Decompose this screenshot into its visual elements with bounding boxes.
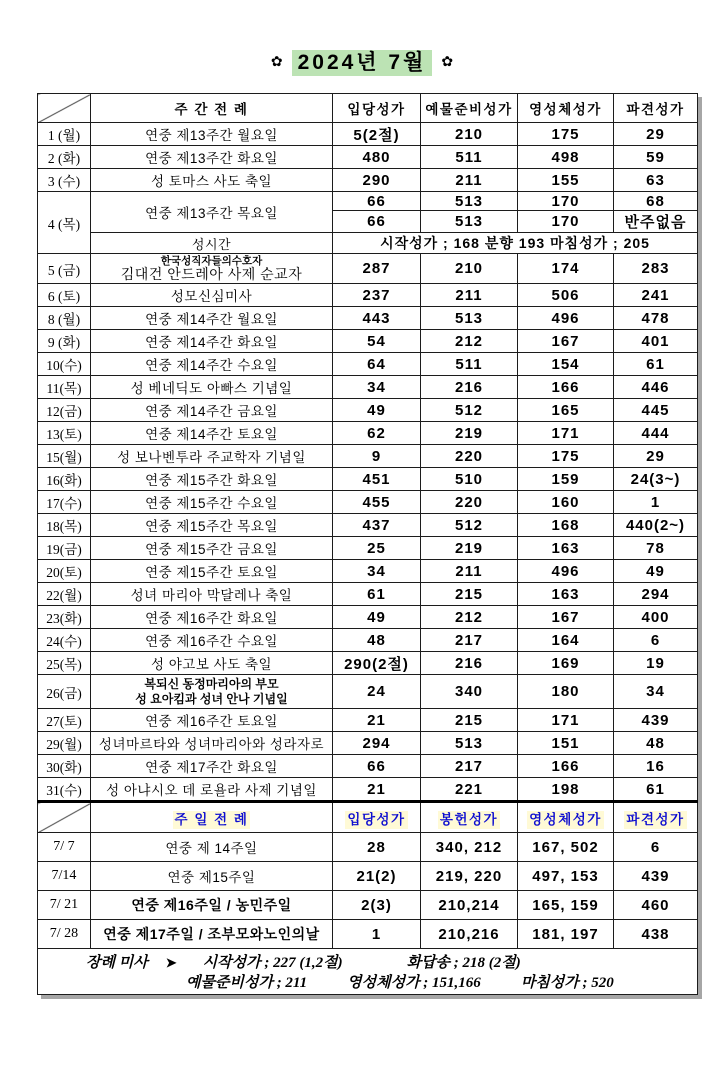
funeral-note-line1 (38, 953, 697, 973)
liturgy-cell: 연중 제13주간 목요일 (91, 192, 333, 233)
hymn-value-cell: 24 (333, 675, 421, 709)
table-row (38, 732, 698, 755)
hymn-value-cell: 217 (421, 629, 518, 652)
date-cell: 13(토) (38, 422, 91, 445)
sunday-rows (38, 833, 698, 949)
hymn-value-cell: 496 (518, 560, 614, 583)
footer-section (38, 949, 698, 995)
hymn-schedule-table (37, 93, 698, 995)
date-cell: 9 (화) (38, 330, 91, 353)
hymn-value-cell: 171 (518, 709, 614, 732)
hymn-value-cell: 497, 153 (518, 862, 614, 891)
column-header-offering: 봉헌성가 (421, 802, 518, 833)
liturgy-cell (91, 675, 333, 709)
table-row (38, 169, 698, 192)
hymn-value-cell: 166 (518, 376, 614, 399)
liturgy-cell: 연중 제13주간 화요일 (91, 146, 333, 169)
table-row (38, 709, 698, 732)
table-row (38, 422, 698, 445)
date-cell: 1 (월) (38, 123, 91, 146)
hymn-value-cell: 496 (518, 307, 614, 330)
hymn-value-cell: 290 (333, 169, 421, 192)
date-cell: 10(수) (38, 353, 91, 376)
hymn-value-cell: 164 (518, 629, 614, 652)
hymn-value-cell: 438 (614, 920, 698, 949)
date-cell: 20(토) (38, 560, 91, 583)
liturgy-line2: 성 요아킴과 성녀 안나 기념일 (135, 691, 288, 706)
hymn-value-cell: 2(3) (333, 891, 421, 920)
title-month-highlight: 2024년 7월 (292, 50, 433, 76)
hymn-value-cell: 170 (518, 211, 614, 233)
hymn-value-cell: 513 (421, 732, 518, 755)
hymn-value-cell: 34 (614, 675, 698, 709)
liturgy-cell: 성 야고보 사도 축일 (91, 652, 333, 675)
liturgy-cell: 성 보나벤투라 주교학자 기념일 (91, 445, 333, 468)
hymn-value-cell: 513 (421, 192, 518, 211)
table-row (38, 891, 698, 920)
liturgy-cell: 연중 제16주간 수요일 (91, 629, 333, 652)
date-cell: 18(목) (38, 514, 91, 537)
liturgy-cell: 연중 제17주간 화요일 (91, 755, 333, 778)
liturgy-line1: 한국성직자들의수호자 (160, 254, 263, 267)
table-row (38, 307, 698, 330)
hymn-value-cell: 211 (421, 560, 518, 583)
liturgy-line2: 김대건 안드레아 사제 순교자 (120, 265, 303, 282)
liturgy-cell: 연중 제16주간 화요일 (91, 606, 333, 629)
date-cell: 29(월) (38, 732, 91, 755)
hymn-value-cell: 34 (333, 376, 421, 399)
table-row (38, 629, 698, 652)
hymn-value-cell: 294 (333, 732, 421, 755)
diagonal-corner-cell (38, 94, 91, 123)
table-row (38, 468, 698, 491)
column-header-offertory: 예물준비성가 (421, 94, 518, 123)
table-row (38, 123, 698, 146)
hymn-value-cell: 212 (421, 606, 518, 629)
liturgy-cell: 연중 제14주간 화요일 (91, 330, 333, 353)
hymn-value-cell: 166 (518, 755, 614, 778)
hymn-value-cell: 반주없음 (614, 211, 698, 233)
liturgy-cell: 성 베네딕도 아빠스 기념일 (91, 376, 333, 399)
flower-icon: ✿ (441, 53, 454, 69)
date-cell: 7/14 (38, 862, 91, 891)
hymn-value-cell: 219 (421, 422, 518, 445)
hymn-value-cell: 439 (614, 709, 698, 732)
hymn-value-cell: 48 (614, 732, 698, 755)
hymn-value-cell: 155 (518, 169, 614, 192)
hymn-value-cell: 175 (518, 123, 614, 146)
hymn-value-cell: 9 (333, 445, 421, 468)
liturgy-cell: 성모신심미사 (91, 284, 333, 307)
date-cell: 2 (화) (38, 146, 91, 169)
table-row (38, 376, 698, 399)
funeral-note-line2 (38, 973, 697, 993)
column-header-dismissal: 파견성가 (614, 94, 698, 123)
hymn-value-cell: 210 (421, 123, 518, 146)
date-cell: 30(화) (38, 755, 91, 778)
holy-hour-text: 시작성가 ; 168 분향 193 마침성가 ; 205 (333, 233, 698, 254)
hymn-value-cell: 340, 212 (421, 833, 518, 862)
hymn-value-cell: 221 (421, 778, 518, 802)
hymn-value-cell: 160 (518, 491, 614, 514)
hymn-value-cell: 446 (614, 376, 698, 399)
hymn-value-cell: 220 (421, 445, 518, 468)
liturgy-cell (91, 254, 333, 284)
hymn-value-cell: 68 (614, 192, 698, 211)
hymn-value-cell: 49 (333, 399, 421, 422)
hymn-value-cell: 498 (518, 146, 614, 169)
hymn-value-cell: 294 (614, 583, 698, 606)
hymn-value-cell: 512 (421, 399, 518, 422)
hymn-value-cell: 154 (518, 353, 614, 376)
table-row (38, 399, 698, 422)
hymn-value-cell: 451 (333, 468, 421, 491)
hymn-value-cell: 512 (421, 514, 518, 537)
hymn-value-cell: 21 (333, 778, 421, 802)
hymn-value-cell: 62 (333, 422, 421, 445)
hymn-value-cell: 440(2~) (614, 514, 698, 537)
table-row (38, 537, 698, 560)
hymn-value-cell: 216 (421, 376, 518, 399)
funeral-responsorial: 화답송 ; 218 (2절) (406, 954, 521, 971)
hymn-value-cell: 163 (518, 537, 614, 560)
date-cell: 27(토) (38, 709, 91, 732)
table-row (38, 491, 698, 514)
hymn-value-cell: 511 (421, 353, 518, 376)
column-header-entrance: 입당성가 (333, 94, 421, 123)
sunday-header (38, 802, 698, 833)
column-header-communion: 영성체성가 (518, 94, 614, 123)
hymn-value-cell: 506 (518, 284, 614, 307)
table-row (38, 862, 698, 891)
liturgy-cell: 연중 제13주간 월요일 (91, 123, 333, 146)
table-row (38, 560, 698, 583)
date-cell: 6 (토) (38, 284, 91, 307)
liturgy-cell: 연중 제14주간 금요일 (91, 399, 333, 422)
hymn-value-cell: 49 (333, 606, 421, 629)
table-row (38, 778, 698, 802)
hymn-value-cell: 48 (333, 629, 421, 652)
hymn-value-cell: 66 (333, 755, 421, 778)
liturgy-cell: 연중 제14주간 토요일 (91, 422, 333, 445)
hymn-value-cell: 400 (614, 606, 698, 629)
table-row (38, 514, 698, 537)
table-row (38, 755, 698, 778)
hymn-value-cell: 219, 220 (421, 862, 518, 891)
hymn-value-cell: 167 (518, 330, 614, 353)
weekday-rows (38, 123, 698, 802)
hymn-value-cell: 175 (518, 445, 614, 468)
hymn-value-cell: 168 (518, 514, 614, 537)
liturgy-cell: 연중 제16주일 / 농민주일 (91, 891, 333, 920)
liturgy-cell: 연중 제 14주일 (91, 833, 333, 862)
hymn-value-cell: 159 (518, 468, 614, 491)
date-cell: 3 (수) (38, 169, 91, 192)
hymn-value-cell: 198 (518, 778, 614, 802)
funeral-closing-hymn: 마침성가 ; 520 (520, 974, 614, 991)
hymn-value-cell: 6 (614, 629, 698, 652)
hymn-value-cell: 181, 197 (518, 920, 614, 949)
hymn-value-cell: 1 (614, 491, 698, 514)
arrow-right-icon: ➤ (165, 954, 177, 970)
liturgy-cell: 연중 제15주간 목요일 (91, 514, 333, 537)
date-cell: 22(월) (38, 583, 91, 606)
flower-icon: ✿ (270, 53, 283, 69)
hymn-value-cell: 29 (614, 445, 698, 468)
hymn-value-cell: 78 (614, 537, 698, 560)
liturgy-cell: 연중 제15주일 (91, 862, 333, 891)
liturgy-cell: 성녀 마리아 막달레나 축일 (91, 583, 333, 606)
date-cell: 19(금) (38, 537, 91, 560)
hymn-value-cell: 1 (333, 920, 421, 949)
date-cell: 15(월) (38, 445, 91, 468)
hymn-value-cell: 174 (518, 254, 614, 284)
hymn-value-cell: 445 (614, 399, 698, 422)
hymn-value-cell: 165 (518, 399, 614, 422)
funeral-mass-label: 장례 미사 (86, 954, 148, 971)
date-cell: 7/ 28 (38, 920, 91, 949)
hymn-value-cell: 167, 502 (518, 833, 614, 862)
date-cell: 23(화) (38, 606, 91, 629)
hymn-value-cell: 460 (614, 891, 698, 920)
liturgy-cell: 연중 제14주간 월요일 (91, 307, 333, 330)
funeral-offertory-hymn: 예물준비성가 ; 211 (186, 974, 308, 991)
hymn-value-cell: 170 (518, 192, 614, 211)
hymn-value-cell: 287 (333, 254, 421, 284)
hymn-value-cell: 211 (421, 169, 518, 192)
table-row (38, 920, 698, 949)
hymn-value-cell: 283 (614, 254, 698, 284)
table-row (38, 146, 698, 169)
table-row (38, 353, 698, 376)
hymn-value-cell: 455 (333, 491, 421, 514)
hymn-value-cell: 510 (421, 468, 518, 491)
hymn-value-cell: 66 (333, 211, 421, 233)
liturgy-cell: 성녀마르타와 성녀마리아와 성라자로 (91, 732, 333, 755)
holy-hour-row (38, 233, 698, 254)
hymn-value-cell: 28 (333, 833, 421, 862)
hymn-value-cell: 21 (333, 709, 421, 732)
date-cell: 5 (금) (38, 254, 91, 284)
hymn-value-cell: 5(2절) (333, 123, 421, 146)
diagonal-corner-cell (38, 802, 91, 833)
hymn-value-cell: 61 (333, 583, 421, 606)
hymn-value-cell: 21(2) (333, 862, 421, 891)
date-cell: 26(금) (38, 675, 91, 709)
hymn-value-cell: 210,214 (421, 891, 518, 920)
hymn-value-cell: 6 (614, 833, 698, 862)
date-cell: 8 (월) (38, 307, 91, 330)
hymn-value-cell: 151 (518, 732, 614, 755)
date-cell: 25(목) (38, 652, 91, 675)
liturgy-cell: 연중 제14주간 수요일 (91, 353, 333, 376)
hymn-value-cell: 511 (421, 146, 518, 169)
hymn-value-cell: 171 (518, 422, 614, 445)
hymn-value-cell: 165, 159 (518, 891, 614, 920)
date-cell: 4 (목) (38, 192, 91, 254)
table-row (38, 284, 698, 307)
liturgy-cell: 연중 제15주간 금요일 (91, 537, 333, 560)
hymn-value-cell: 444 (614, 422, 698, 445)
hymn-value-cell: 217 (421, 755, 518, 778)
hymn-value-cell: 34 (333, 560, 421, 583)
liturgy-cell: 연중 제17주일 / 조부모와노인의날 (91, 920, 333, 949)
sunday-liturgy-header: 주 일 전 례 (91, 802, 333, 833)
hymn-value-cell: 16 (614, 755, 698, 778)
date-cell: 7/ 7 (38, 833, 91, 862)
date-cell: 24(수) (38, 629, 91, 652)
hymn-value-cell: 25 (333, 537, 421, 560)
table-row (38, 330, 698, 353)
liturgy-cell: 연중 제15주간 토요일 (91, 560, 333, 583)
weekday-liturgy-header: 주 간 전 례 (91, 94, 333, 123)
liturgy-cell: 성 토마스 사도 축일 (91, 169, 333, 192)
hymn-value-cell: 443 (333, 307, 421, 330)
hymn-value-cell: 215 (421, 583, 518, 606)
date-cell: 16(화) (38, 468, 91, 491)
table-row (38, 445, 698, 468)
hymn-value-cell: 290(2절) (333, 652, 421, 675)
table-row (38, 192, 698, 211)
hymn-value-cell: 478 (614, 307, 698, 330)
date-cell: 31(수) (38, 778, 91, 802)
date-cell: 17(수) (38, 491, 91, 514)
table-row (38, 606, 698, 629)
column-header-communion: 영성체성가 (518, 802, 614, 833)
hymn-value-cell: 513 (421, 211, 518, 233)
liturgy-cell: 성 아냐시오 데 로욜라 사제 기념일 (91, 778, 333, 802)
holy-hour-label: 성시간 (91, 233, 333, 254)
hymn-value-cell: 340 (421, 675, 518, 709)
hymn-value-cell: 180 (518, 675, 614, 709)
hymn-value-cell: 210,216 (421, 920, 518, 949)
table-row (38, 833, 698, 862)
hymn-value-cell: 513 (421, 307, 518, 330)
table-row (38, 675, 698, 709)
hymn-value-cell: 61 (614, 778, 698, 802)
hymn-value-cell: 167 (518, 606, 614, 629)
table-row (38, 254, 698, 284)
table-row (38, 583, 698, 606)
hymn-value-cell: 29 (614, 123, 698, 146)
hymn-value-cell: 439 (614, 862, 698, 891)
funeral-start-hymn: 시작성가 ; 227 (1,2절) (202, 954, 343, 971)
hymn-value-cell: 54 (333, 330, 421, 353)
column-header-entrance: 입당성가 (333, 802, 421, 833)
table-row (38, 652, 698, 675)
hymn-value-cell: 210 (421, 254, 518, 284)
hymn-value-cell: 212 (421, 330, 518, 353)
hymn-value-cell: 480 (333, 146, 421, 169)
hymn-value-cell: 19 (614, 652, 698, 675)
funeral-mass-note (38, 949, 698, 995)
hymn-value-cell: 169 (518, 652, 614, 675)
hymn-value-cell: 163 (518, 583, 614, 606)
hymn-value-cell: 64 (333, 353, 421, 376)
hymn-value-cell: 61 (614, 353, 698, 376)
hymn-value-cell: 49 (614, 560, 698, 583)
page-title (0, 46, 724, 76)
date-cell: 11(목) (38, 376, 91, 399)
date-cell: 12(금) (38, 399, 91, 422)
hymn-value-cell: 237 (333, 284, 421, 307)
liturgy-line1: 복되신 동정마리아의 부모 (144, 676, 279, 691)
liturgy-cell: 연중 제16주간 토요일 (91, 709, 333, 732)
hymn-value-cell: 66 (333, 192, 421, 211)
date-cell: 7/ 21 (38, 891, 91, 920)
hymn-value-cell: 211 (421, 284, 518, 307)
hymn-value-cell: 241 (614, 284, 698, 307)
funeral-communion-hymn: 영성체성가 ; 151,166 (347, 974, 481, 991)
hymn-value-cell: 437 (333, 514, 421, 537)
hymn-value-cell: 59 (614, 146, 698, 169)
liturgy-cell: 연중 제15주간 수요일 (91, 491, 333, 514)
weekday-header (38, 94, 698, 123)
hymn-value-cell: 219 (421, 537, 518, 560)
hymn-value-cell: 215 (421, 709, 518, 732)
hymn-value-cell: 24(3~) (614, 468, 698, 491)
hymn-value-cell: 63 (614, 169, 698, 192)
hymn-value-cell: 220 (421, 491, 518, 514)
liturgy-cell: 연중 제15주간 화요일 (91, 468, 333, 491)
column-header-dismissal: 파견성가 (614, 802, 698, 833)
hymn-value-cell: 401 (614, 330, 698, 353)
hymn-value-cell: 216 (421, 652, 518, 675)
